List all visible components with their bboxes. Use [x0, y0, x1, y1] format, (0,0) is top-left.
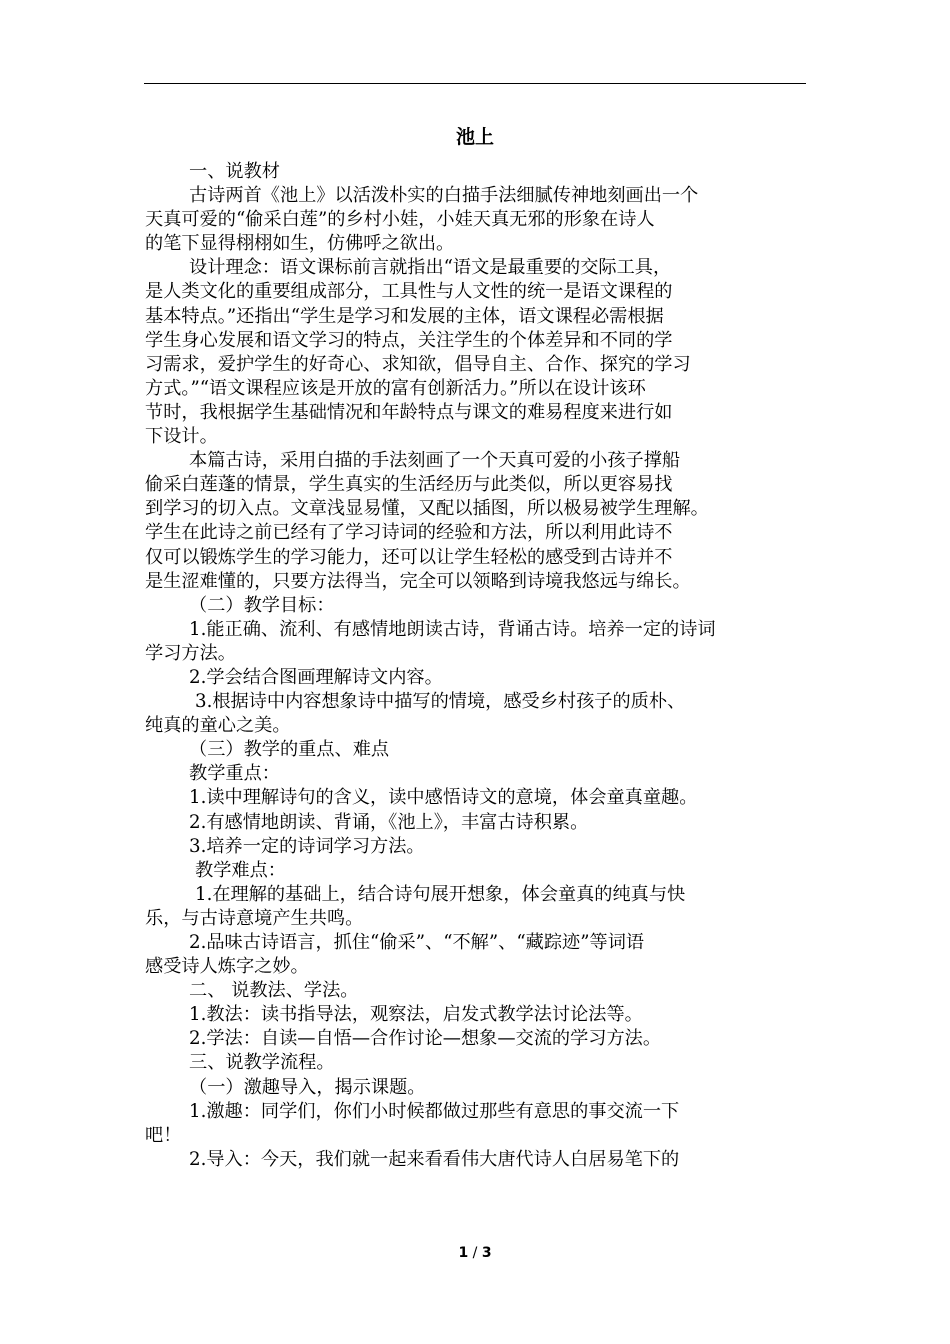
- subheading: 教学重点：: [189, 763, 280, 785]
- list-item: 2.学法：自读—自悟—合作讨论—想象—交流的学习方法。: [189, 1028, 662, 1050]
- list-item: 3.培养一定的诗词学习方法。: [189, 835, 425, 857]
- current-page: 1: [458, 1245, 469, 1261]
- paragraph-line: 仅可以锻炼学生的学习能力，还可以让学生轻松的感受到古诗并不: [145, 546, 673, 568]
- section-heading: （一）激趣导入，揭示课题。: [189, 1076, 426, 1098]
- section-heading: 三、说教学流程。: [189, 1052, 335, 1074]
- paragraph-line: 的笔下显得栩栩如生，仿佛呼之欲出。: [145, 233, 455, 255]
- total-pages: 3: [481, 1245, 492, 1261]
- paragraph-line: 偷采白莲蓬的情景，学生真实的生活经历与此类似，所以更容易找: [145, 474, 673, 496]
- list-item: 1.激趣：同学们，你们小时候都做过那些有意思的事交流一下: [189, 1100, 680, 1122]
- list-item: 感受诗人炼字之妙。: [145, 956, 309, 978]
- list-item: 1.能正确、流利、有感情地朗读古诗，背诵古诗。培养一定的诗词: [189, 618, 716, 640]
- paragraph-line: 下设计。: [145, 426, 218, 448]
- list-item: 1.读中理解诗句的含义，读中感悟诗文的意境，体会童真童趣。: [189, 787, 698, 809]
- list-item: 2.品味古诗语言，抓住“偷采”、“不解”、“藏踪迹”等词语: [189, 932, 645, 953]
- list-item: 2.导入：今天，我们就一起来看看伟大唐代诗人白居易笔下的: [189, 1148, 680, 1170]
- paragraph-line: 基本特点。”还指出“学生是学习和发展的主体，语文课程必需根据: [145, 305, 664, 327]
- header-rule: [144, 83, 806, 84]
- paragraph-line: 本篇古诗，采用白描的手法刻画了一个天真可爱的小孩子撑船: [189, 450, 681, 472]
- list-item: 吧！: [145, 1124, 182, 1146]
- paragraph-line: 是人类文化的重要组成部分，工具性与人文性的统一是语文课程的: [145, 281, 673, 303]
- paragraph-line: 天真可爱的“偷采白莲”的乡村小娃，小娃天真无邪的形象在诗人: [145, 209, 655, 231]
- paragraph-line: 到学习的切入点。文章浅显易懂，又配以插图，所以极易被学生理解。: [145, 498, 709, 520]
- list-item: 1.在理解的基础上，结合诗句展开想象，体会童真的纯真与快: [195, 883, 686, 905]
- list-item: 2.有感情地朗读、背诵，《池上》，丰富古诗积累。: [189, 811, 589, 833]
- list-item: 乐，与古诗意境产生共鸣。: [145, 907, 364, 929]
- document-title: 池上: [455, 126, 494, 148]
- section-heading: 二、 说教法、学法。: [189, 980, 359, 1002]
- document-body: [145, 160, 809, 1172]
- paragraph-line: 古诗两首《池上》以活泼朴实的白描手法细腻传神地刻画出一个: [189, 185, 699, 207]
- list-item: 纯真的童心之美。: [145, 715, 291, 737]
- section-heading: （三）教学的重点、难点: [189, 739, 390, 761]
- list-item: 1.教法：读书指导法，观察法，启发式教学法讨论法等。: [189, 1004, 643, 1026]
- list-item: 3.根据诗中内容想象诗中描写的情境，感受乡村孩子的质朴、: [195, 691, 686, 713]
- page-number: [0, 1244, 950, 1262]
- paragraph-line: 是生涩难懂的，只要方法得当，完全可以领略到诗境我悠远与绵长。: [145, 570, 691, 592]
- paragraph-line: 学生在此诗之前已经有了学习诗词的经验和方法，所以利用此诗不: [145, 522, 673, 544]
- list-item: 学习方法。: [145, 642, 236, 664]
- paragraph-line: 习需求，爱护学生的好奇心、求知欲，倡导自主、合作、探究的学习: [145, 353, 691, 375]
- paragraph-line: 节时，我根据学生基础情况和年龄特点与课文的难易程度来进行如: [145, 401, 673, 423]
- paragraph-line: 设计理念：语文课标前言就指出“语文是最重要的交际工具，: [189, 257, 672, 279]
- section-heading: 一、说教材: [189, 161, 280, 182]
- paragraph-line: 方式。”“语文课程应该是开放的富有创新活力。”所以在设计该环: [145, 377, 646, 399]
- page-separator: /: [472, 1245, 478, 1261]
- section-heading: （二）教学目标：: [189, 594, 335, 616]
- paragraph-line: 学生身心发展和语文学习的特点，关注学生的个体差异和不同的学: [145, 329, 673, 351]
- subheading: 教学难点：: [195, 859, 286, 881]
- list-item: 2.学会结合图画理解诗文内容。: [189, 666, 443, 688]
